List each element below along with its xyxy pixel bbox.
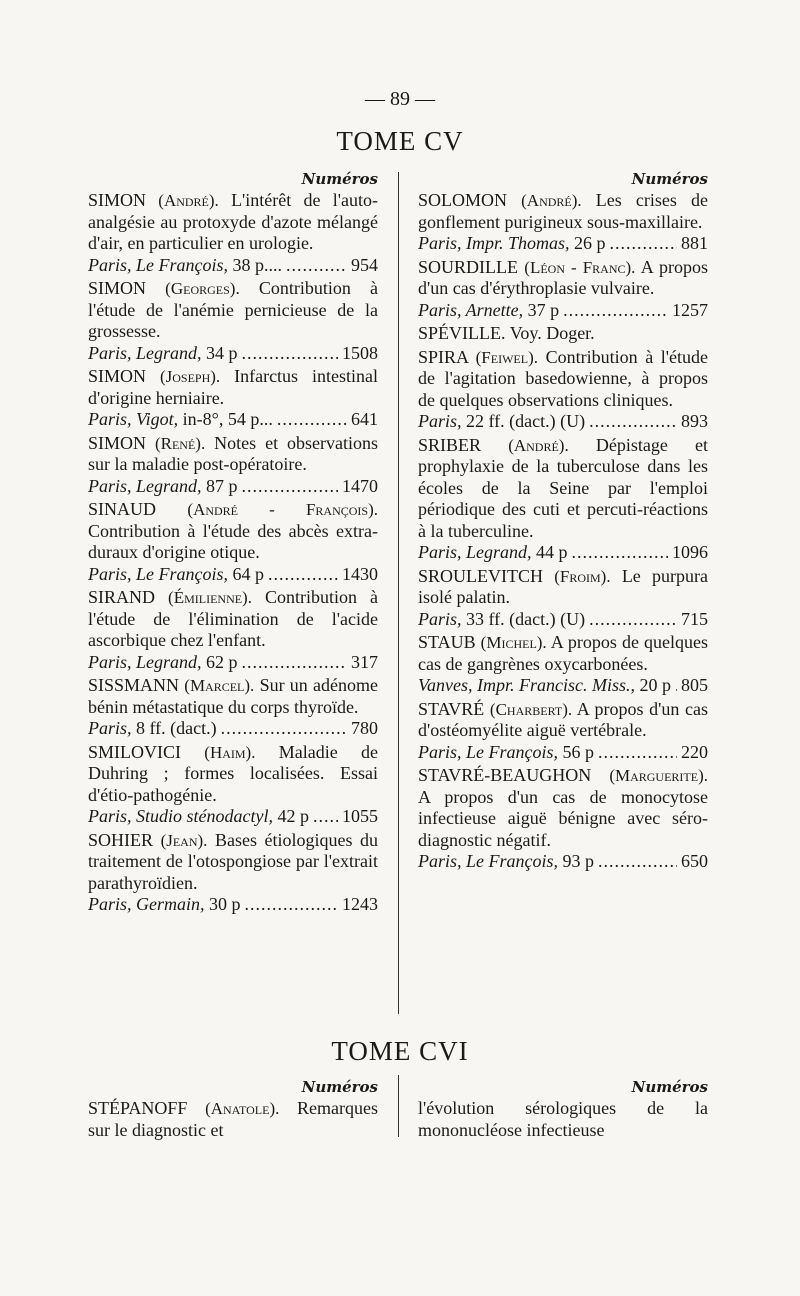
author-name: STAVRÉ-BEAUGHON <box>418 765 592 785</box>
entry-number: 805 <box>681 675 708 695</box>
entry-reference <box>418 300 708 322</box>
author-name: SOLOMON <box>418 190 508 210</box>
leader-dots <box>675 675 677 697</box>
author-name: SIRAND <box>88 587 156 607</box>
leader-dots <box>242 652 347 674</box>
leader-dots <box>313 806 338 828</box>
author-name: SIMON <box>88 278 147 298</box>
entry-reference <box>88 343 378 365</box>
entry-number: 1508 <box>342 342 378 363</box>
author-given-name: (André). <box>521 191 582 210</box>
entry-title: Remarques sur le diagnostic et <box>88 1098 379 1140</box>
entry-reference <box>88 564 378 586</box>
pages: 33 ff. (dact.) (U) <box>466 608 586 629</box>
publication-info <box>418 300 559 322</box>
entry-reference <box>88 806 378 828</box>
entry-number: 1257 <box>672 299 708 320</box>
entry-number: 220 <box>681 741 708 762</box>
leader-dots <box>277 409 347 431</box>
numeros-header: Numéros <box>301 1078 378 1096</box>
publication-info <box>88 652 238 674</box>
bibliography-entry <box>418 1098 708 1141</box>
page-number: — 89 — <box>365 88 435 110</box>
leader-dots <box>245 894 339 916</box>
bibliography-entry <box>418 347 708 433</box>
bibliography-entry <box>418 699 708 764</box>
author-given-name: (Feiwel). <box>475 347 538 367</box>
entry-reference <box>88 652 378 674</box>
bibliography-entry <box>88 587 378 673</box>
author-given-name: (André). <box>158 191 219 210</box>
entry-reference <box>418 851 708 873</box>
entry-reference <box>88 476 378 498</box>
author-name: SMILOVICI <box>88 741 181 762</box>
publication-info <box>418 609 585 631</box>
author-given-name: (Anatole). <box>205 1099 280 1118</box>
author-name: SINAUD <box>88 499 157 519</box>
bibliography-entry <box>418 765 708 873</box>
entry-reference <box>418 411 708 433</box>
author-name: STÉPANOFF <box>88 1098 188 1118</box>
entry-title: A propos d'un cas d'ostéomyélite aiguë vertébrale. <box>418 698 709 740</box>
author-name: SRIBER <box>418 434 482 455</box>
publisher: Paris, Legrand, <box>88 651 202 672</box>
leader-dots <box>598 851 677 873</box>
bibliography-entry <box>88 433 378 498</box>
entry-title: Contribution à l'étude de l'élimination de l'acide ascorbique chez l'enfant. <box>88 587 379 650</box>
entry-reference <box>418 233 708 255</box>
publication-info <box>88 894 241 916</box>
publisher: Vanves, Impr. Francisc. Miss., <box>418 675 635 695</box>
bibliography-entry <box>88 1098 378 1141</box>
publication-info <box>88 476 238 498</box>
leader-dots <box>221 718 347 740</box>
leader-dots <box>563 300 668 322</box>
entry-title: L'intérêt de l'auto-analgésie au protoxyde d'azote mélangé d'air, en particulier en urologie. <box>88 190 379 253</box>
entry-reference <box>88 409 378 431</box>
author-given-name: (Marguerite). <box>609 766 708 785</box>
publisher: Paris, Legrand, <box>418 542 532 562</box>
publisher: Paris, Le François, <box>418 851 559 871</box>
leader-dots <box>286 255 347 277</box>
pages: 37 p <box>527 299 560 320</box>
author-name: SOHIER <box>88 829 154 850</box>
bibliography-entry <box>88 278 378 364</box>
numeros-header: Numéros <box>631 170 708 188</box>
entry-number: 1430 <box>342 563 378 584</box>
publisher: Paris, Impr. Thomas, <box>418 233 570 253</box>
author-name: SROULEVITCH <box>418 565 543 586</box>
pages: 64 p <box>232 563 265 584</box>
publication-info <box>418 411 585 433</box>
publisher: Paris, Le François, <box>88 563 229 584</box>
bottom-right-column <box>418 1078 708 1143</box>
bibliography-entry <box>88 190 378 276</box>
author-name: STAUB <box>418 632 476 652</box>
entry-number: 641 <box>351 409 378 429</box>
author-given-name: (André - François). <box>187 500 378 519</box>
entry-number: 1243 <box>342 894 378 914</box>
publication-info <box>418 675 671 697</box>
author-given-name: (Georges). <box>165 279 240 298</box>
bibliography-entry <box>418 323 708 345</box>
entry-reference <box>418 609 708 631</box>
publisher: Paris, Legrand, <box>88 475 202 496</box>
entry-title: Les crises de gonflement puriginеux sous-maxillaire. <box>418 190 708 232</box>
leader-dots <box>598 742 677 764</box>
pages: 62 p <box>206 651 238 672</box>
author-given-name: (Froim). <box>554 566 611 586</box>
author-given-name: (Léon - Franc). <box>524 257 636 277</box>
entry-number: 1096 <box>672 542 708 562</box>
pages: 87 p <box>206 475 238 496</box>
leader-dots <box>242 476 338 498</box>
entry-title: Le purpura isolé palatin. <box>418 565 708 607</box>
entry-reference <box>88 718 378 740</box>
left-column <box>88 170 378 918</box>
author-name: STAVRÉ <box>418 698 485 719</box>
bibliography-entry <box>418 257 708 322</box>
pages: 44 p <box>536 542 568 562</box>
bibliography-entry <box>88 830 378 916</box>
pages: 8 ff. (dact.) <box>136 718 217 738</box>
publisher: Paris, <box>418 411 462 431</box>
publisher: Paris, <box>88 718 132 738</box>
author-given-name: (Charbert). <box>489 699 573 719</box>
bottom-left-column <box>88 1078 378 1143</box>
author-given-name: (Marcel). <box>184 676 255 695</box>
entry-number: 317 <box>351 651 378 672</box>
author-given-name: (Joseph). <box>159 367 221 386</box>
author-given-name: (Michel). <box>480 633 547 652</box>
pages: 22 ff. (dact.) (U) <box>466 411 586 431</box>
entry-title: Infarctus intestinal d'origine herniaire. <box>88 366 378 408</box>
author-given-name: (André). <box>508 435 569 455</box>
bibliography-entry <box>418 566 708 631</box>
author-given-name: (Haim). <box>204 742 256 762</box>
publisher: Paris, Arnette, <box>418 299 524 320</box>
entry-number: 780 <box>351 718 378 738</box>
numeros-header: Numéros <box>301 170 378 188</box>
leader-dots <box>242 343 338 365</box>
publication-info <box>418 851 594 873</box>
leader-dots <box>589 411 677 433</box>
author-name: SIMON <box>88 190 147 210</box>
entry-number: 1470 <box>342 475 378 496</box>
column-divider <box>398 172 399 1014</box>
publication-info <box>88 409 273 431</box>
author-name: SPIRA <box>418 346 469 367</box>
pages: 26 p <box>574 233 606 253</box>
publisher: Paris, Vigot, <box>88 409 179 429</box>
leader-dots <box>610 233 677 255</box>
pages: 56 p <box>562 741 595 762</box>
pages: 34 p <box>206 342 238 363</box>
pages: 93 p <box>562 851 595 871</box>
section-title-tome-cv: TOME CV <box>336 126 464 156</box>
entry-number: 650 <box>681 851 708 871</box>
entry-number: 715 <box>681 608 708 629</box>
publication-info <box>418 542 568 564</box>
publication-info <box>88 718 217 740</box>
entry-number: 1055 <box>342 806 378 826</box>
publisher: Paris, Legrand, <box>88 342 202 363</box>
publication-info <box>418 742 594 764</box>
entry-title: Contribution à l'étude de l'agitation basedowienne, à propos de quelques observations cliniques. <box>418 346 709 410</box>
entry-title: Bases étiologiques du traitement de l'otospongiose par l'extrait parathyroïdien. <box>88 829 379 893</box>
publication-info <box>88 255 282 277</box>
publisher: Paris, <box>418 608 462 629</box>
pages: 30 p <box>209 894 241 914</box>
author-given-name: (René). <box>154 433 206 453</box>
entry-title: Sur un adénome bénin métastatique du corps thyroïde. <box>88 675 379 717</box>
right-column <box>418 170 708 875</box>
entry-number: 893 <box>681 411 708 431</box>
entry-title: A propos d'un cas d'érythroplasie vulvaire. <box>418 256 709 298</box>
bibliography-entry <box>88 742 378 828</box>
entry-title: Contribution à l'étude de l'anémie pernicieuse de la grossesse. <box>88 278 379 341</box>
entry-title: Maladie de Duhring ; formes localisées. Essai d'étio-pathogénie. <box>88 741 378 805</box>
bibliography-entry <box>418 632 708 697</box>
leader-dots <box>589 609 677 631</box>
publisher: Paris, Le François, <box>418 741 559 762</box>
publisher: Paris, Germain, <box>88 894 205 914</box>
entry-title: A propos de quelques cas de gangrènes oxycarbonées. <box>418 632 709 674</box>
entry-reference <box>88 894 378 916</box>
entry-title: Dépistage et prophylaxie de la tuberculose dans les écoles de la Seine par l'emploi périodique des cuti et percuti-réactions à la tuberculine. <box>418 434 709 541</box>
entry-title: l'évolution sérologiques de la mononucléose infectieuse <box>418 1098 708 1140</box>
column-divider <box>398 1075 399 1137</box>
publication-info <box>88 564 264 586</box>
publication-info <box>88 806 309 828</box>
author-name: SPÉVILLE. <box>418 323 506 343</box>
entry-reference <box>88 255 378 277</box>
leader-dots <box>268 564 338 586</box>
bibliography-entry <box>88 499 378 585</box>
author-name: SOURDILLE <box>418 256 518 277</box>
entry-title: Contribution à l'étude des abcès extra-duraux d'origine otique. <box>88 520 378 562</box>
leader-dots <box>572 542 668 564</box>
numeros-header: Numéros <box>631 1078 708 1096</box>
bibliography-entry <box>88 675 378 740</box>
pages: 42 p <box>277 806 309 826</box>
publication-info <box>418 233 606 255</box>
pages: 20 p <box>639 675 671 695</box>
entry-reference <box>418 675 708 697</box>
bibliography-entry <box>418 435 708 564</box>
pages: in-8°, 54 p... <box>182 409 273 429</box>
bibliography-entry <box>88 366 378 431</box>
entry-reference <box>418 542 708 564</box>
entry-reference <box>418 742 708 764</box>
entry-title: A propos d'un cas de monocytose infectieuse aiguë bénigne avec séro-diagnostic négatif. <box>418 786 708 850</box>
publisher: Paris, Studio sténodactyl, <box>88 806 273 826</box>
pages: 38 p.... <box>232 254 283 275</box>
entry-title: Notes et observations sur la maladie post-opératoire. <box>88 432 379 474</box>
author-given-name: (Jean). <box>160 830 208 850</box>
entry-number: 954 <box>351 254 378 275</box>
entry-title: Voy. Doger. <box>509 323 595 343</box>
publication-info <box>88 343 238 365</box>
section-title-tome-cvi: TOME CVI <box>331 1036 469 1066</box>
author-name: SIMON <box>88 432 147 453</box>
author-name: SISSMANN <box>88 675 180 695</box>
bibliography-entry <box>418 190 708 255</box>
publisher: Paris, Le François, <box>88 254 229 275</box>
author-given-name: (Émilienne). <box>168 588 252 607</box>
entry-number: 881 <box>681 233 708 253</box>
author-name: SIMON <box>88 366 147 386</box>
